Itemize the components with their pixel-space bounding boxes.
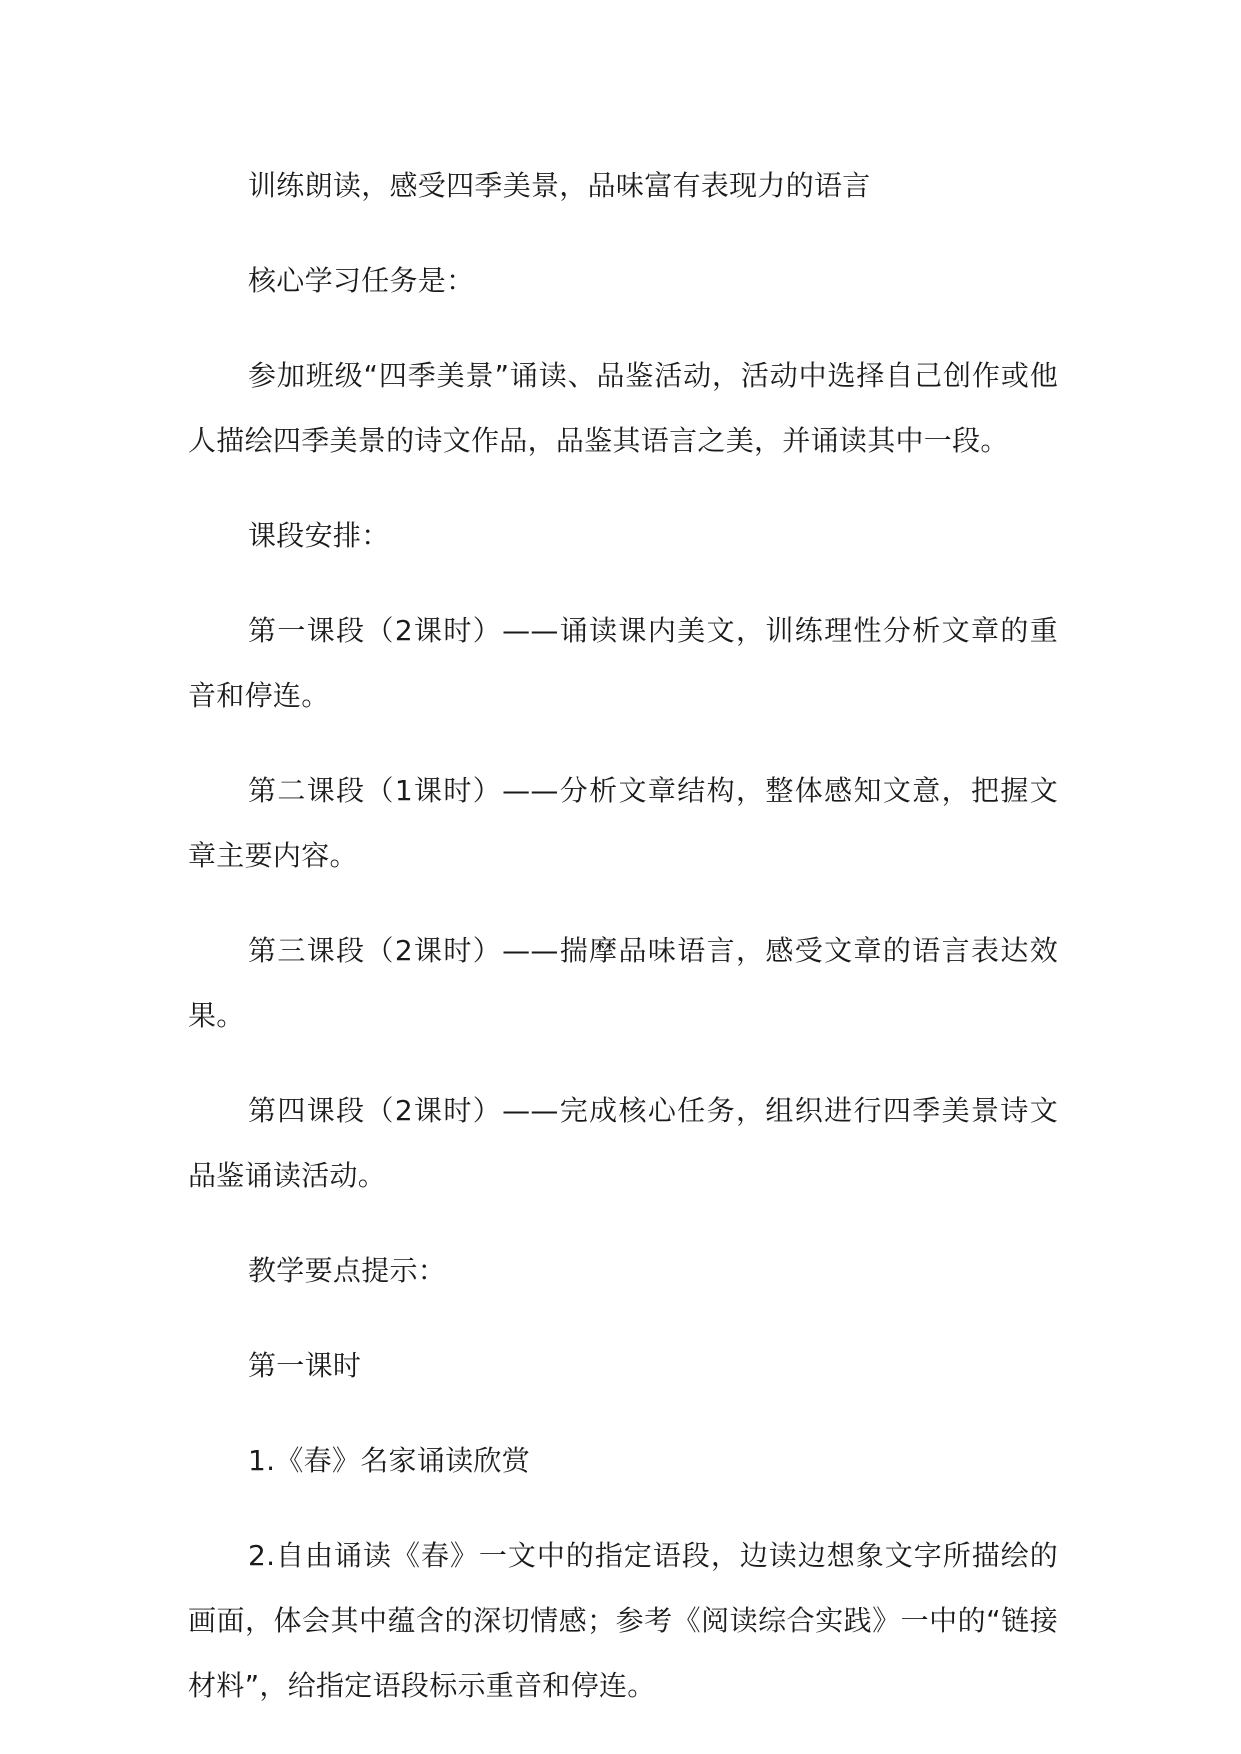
paragraph-goal: 训练朗读，感受四季美景，品味富有表现力的语言 — [248, 169, 871, 202]
paragraph-core-task-heading: 核心学习任务是： — [248, 264, 475, 297]
document-page — [188, 153, 1058, 1748]
paragraph-segment-3: 第三课段（2课时）——揣摩品味语言，感受文章的语言表达效果。 — [188, 934, 1058, 1032]
paragraph-item-1: 1.《春》名家诵读欣赏 — [248, 1444, 531, 1477]
paragraph-lesson-1-heading: 第一课时 — [248, 1349, 362, 1382]
paragraph-segment-2: 第二课段（1课时）——分析文章结构，整体感知文意，把握文章主要内容。 — [188, 774, 1058, 872]
paragraph-schedule-heading: 课段安排： — [248, 519, 390, 552]
paragraph-item-2: 2.自由诵读《春》一文中的指定语段，边读边想象文字所描绘的画面，体会其中蕴含的深切情感；参考《阅读综合实践》一中的“链接材料”，给指定语段标示重音和停连。 — [188, 1539, 1058, 1702]
paragraph-core-task: 参加班级“四季美景”诵读、品鉴活动，活动中选择自己创作或他人描绘四季美景的诗文作品，品鉴其语言之美，并诵读其中一段。 — [188, 359, 1058, 457]
paragraph-segment-4: 第四课段（2课时）——完成核心任务，组织进行四季美景诗文品鉴诵读活动。 — [188, 1094, 1058, 1192]
paragraph-segment-1: 第一课段（2课时）——诵读课内美文，训练理性分析文章的重音和停连。 — [188, 614, 1058, 712]
paragraph-teaching-points-heading: 教学要点提示： — [248, 1254, 447, 1287]
